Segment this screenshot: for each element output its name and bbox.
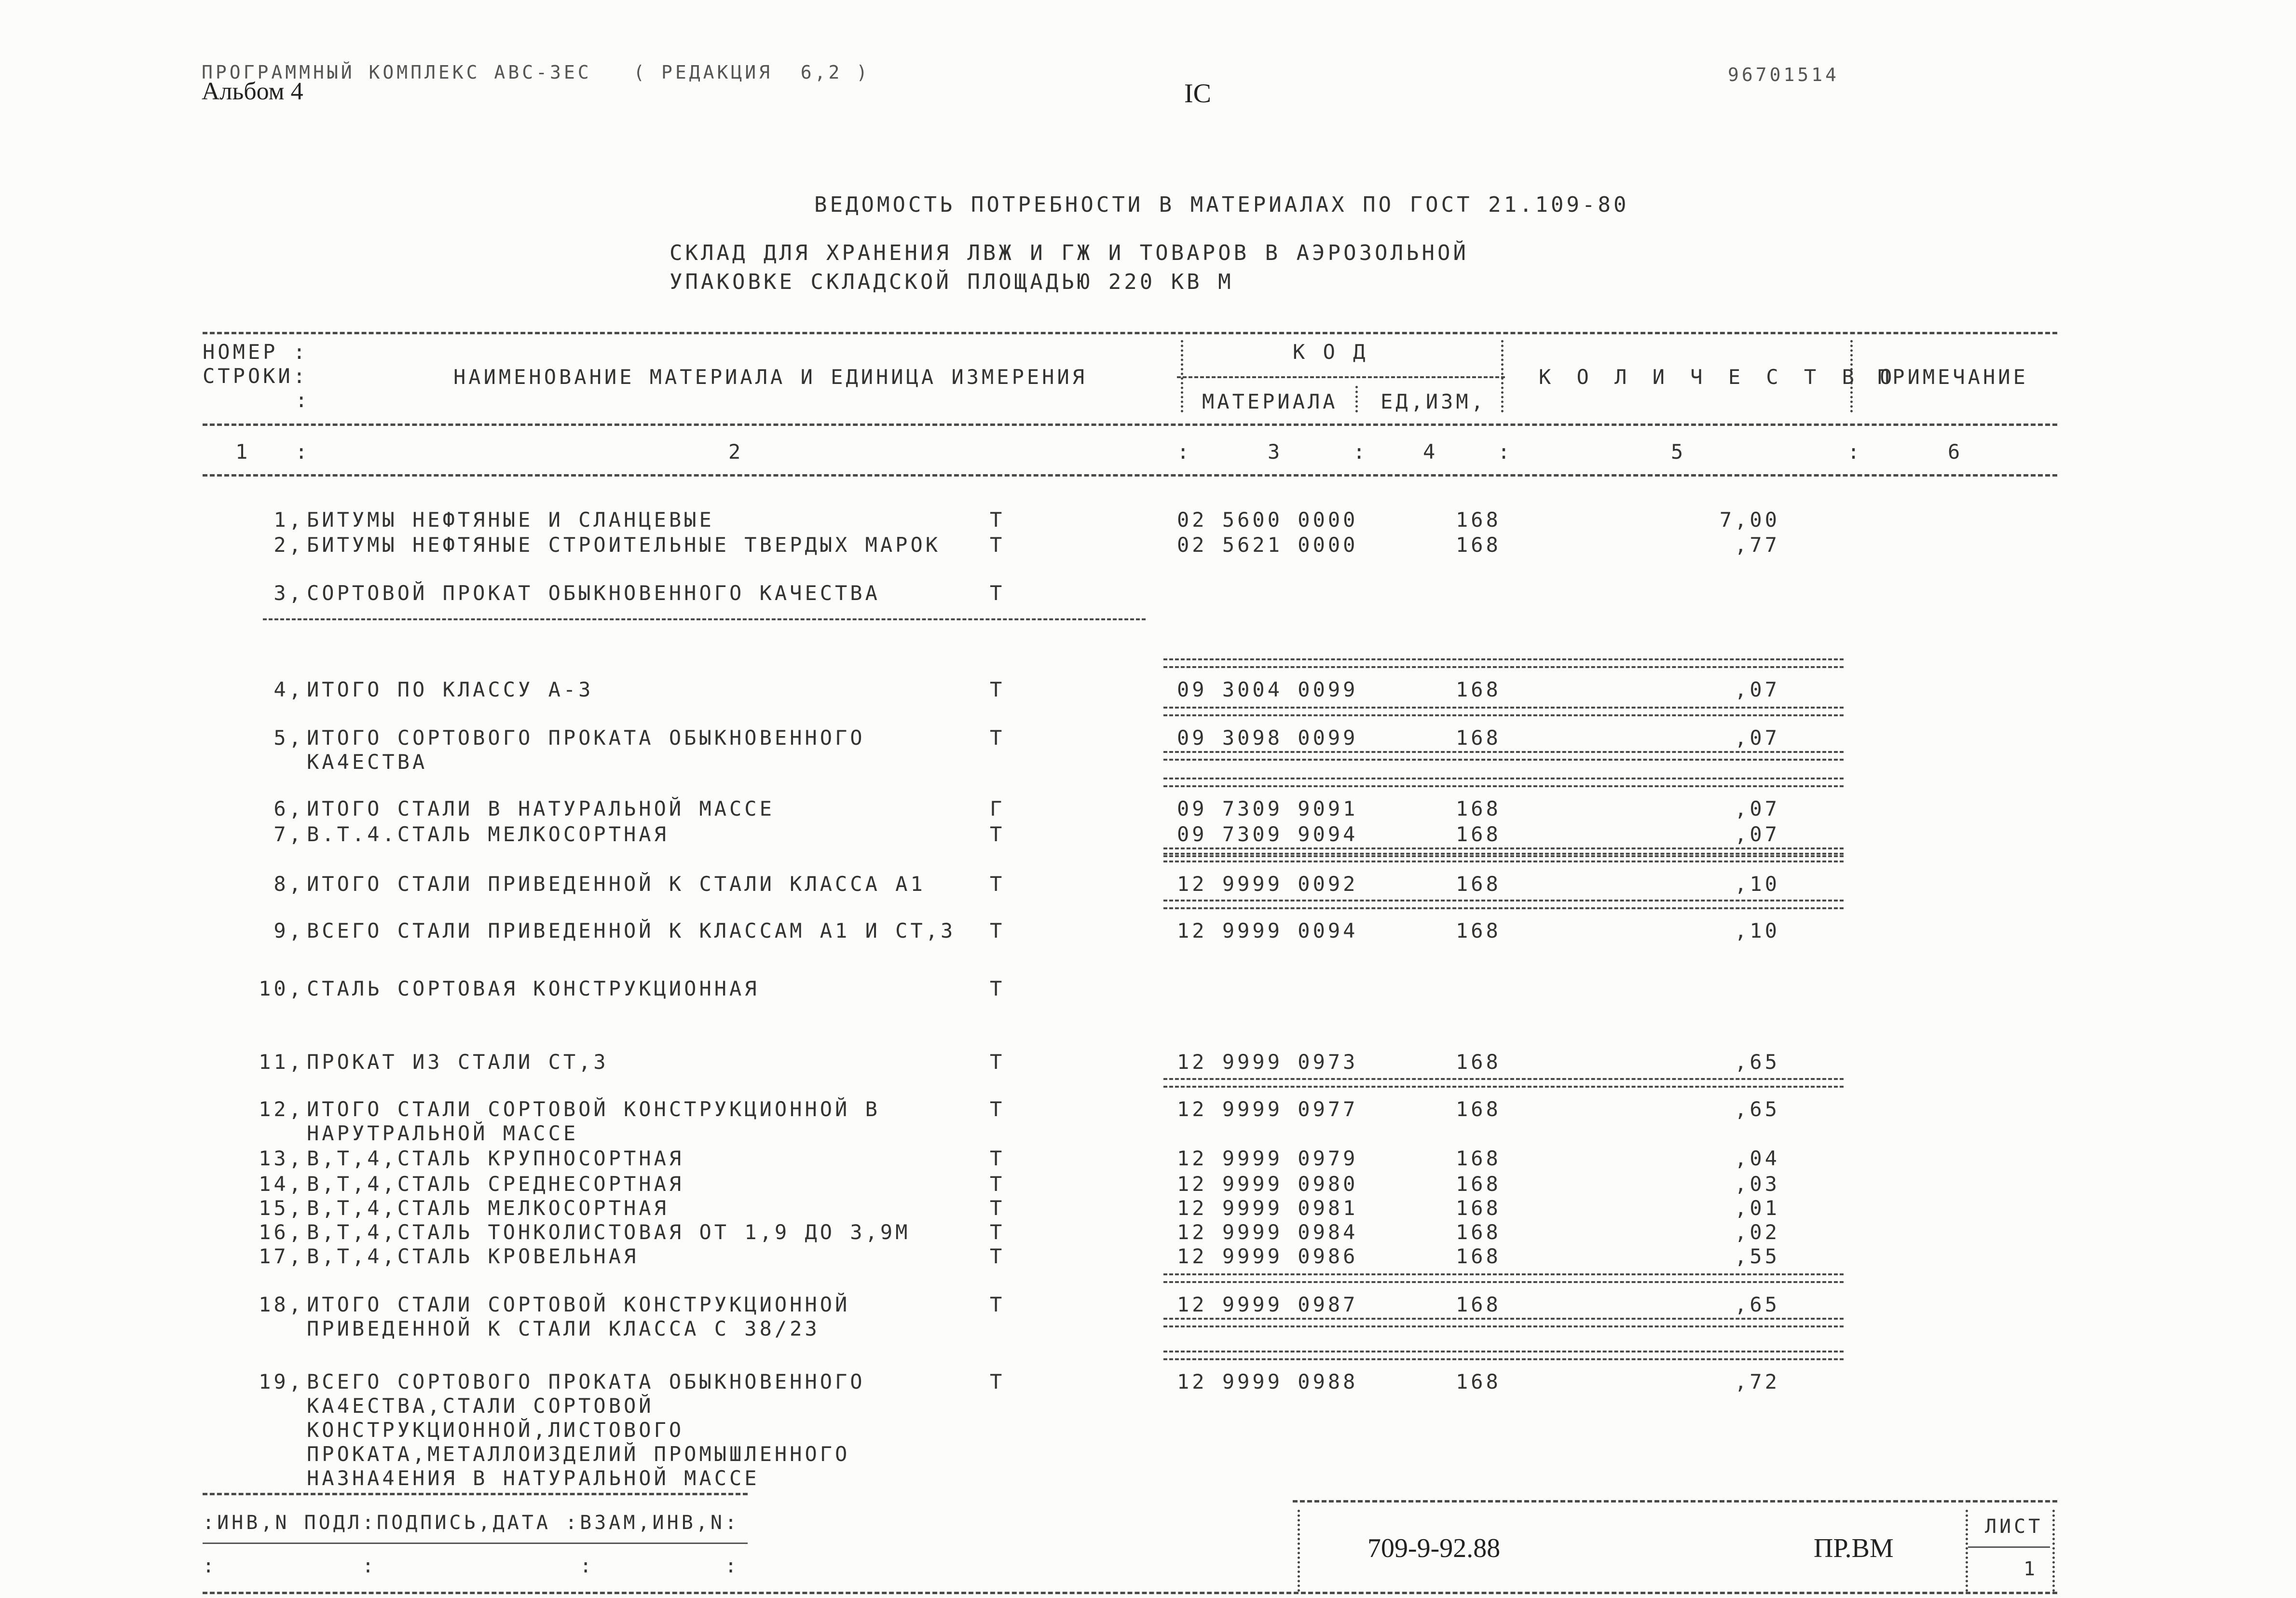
material-code: 02 5600 0000 bbox=[1177, 508, 1358, 532]
material-name: ИТОГО СТАЛИ СОРТОВОЙ КОНСТРУКЦИОННОЙ В bbox=[307, 1097, 880, 1121]
total-separator bbox=[1163, 778, 1844, 787]
column-number: 2 bbox=[728, 440, 744, 464]
total-separator bbox=[1163, 1078, 1844, 1088]
material-code: 09 7309 9091 bbox=[1177, 797, 1358, 820]
header-separator bbox=[1501, 340, 1503, 412]
quantity-value: ,07 bbox=[1735, 822, 1780, 846]
unit-of-measure: Т bbox=[990, 1370, 1005, 1393]
page-number: IС bbox=[1184, 79, 1211, 109]
material-code: 09 7309 9094 bbox=[1177, 822, 1358, 846]
column-number: 1 bbox=[235, 440, 251, 464]
row-number: 8, bbox=[273, 872, 304, 896]
row-number: 3, bbox=[273, 581, 304, 605]
unit-of-measure: Г bbox=[990, 797, 1005, 820]
column-number: 5 bbox=[1671, 440, 1686, 464]
section-code: ПР.ВМ bbox=[1814, 1533, 1894, 1563]
unit-of-measure: Т bbox=[990, 822, 1005, 846]
material-code: 12 9999 0981 bbox=[1177, 1196, 1358, 1220]
row-number: 17, bbox=[259, 1244, 304, 1268]
row-number: 4, bbox=[273, 678, 304, 701]
column-number: 6 bbox=[1948, 440, 1963, 464]
material-name: БИТУМЫ НЕФТЯНЫЕ И СЛАНЦЕВЫЕ bbox=[307, 508, 714, 532]
total-separator bbox=[1163, 1318, 1844, 1327]
column-separator: : bbox=[1847, 440, 1863, 464]
unit-code: 168 bbox=[1456, 1172, 1501, 1196]
row-number: 15, bbox=[259, 1196, 304, 1220]
stamp-labels: :ИНВ,N ПОДЛ:ПОДПИСЬ,ДАТА :ВЗАМ,ИНВ,N: bbox=[203, 1512, 740, 1534]
material-name: ВСЕГО СТАЛИ ПРИВЕДЕННОЙ К КЛАССАМ А1 И СТ,3 bbox=[307, 919, 956, 942]
material-code: 12 9999 0988 bbox=[1177, 1370, 1358, 1393]
column-numbers-rule bbox=[203, 474, 2057, 477]
row-number: 18, bbox=[259, 1293, 304, 1316]
header-row-number-2: СТРОКИ: bbox=[203, 364, 309, 388]
unit-code: 168 bbox=[1456, 797, 1501, 820]
unit-of-measure: Т bbox=[990, 1050, 1005, 1074]
stamp-mid-rule bbox=[203, 1543, 748, 1544]
unit-of-measure: Т bbox=[990, 1244, 1005, 1268]
album-label: Альбом 4 bbox=[202, 78, 303, 105]
row-number: 7, bbox=[273, 822, 304, 846]
material-code: 12 9999 0980 bbox=[1177, 1172, 1358, 1196]
quantity-value: ,03 bbox=[1735, 1172, 1780, 1196]
total-separator bbox=[1163, 853, 1844, 862]
row-number: 6, bbox=[273, 797, 304, 820]
row-number: 16, bbox=[259, 1220, 304, 1244]
column-separator: : bbox=[1353, 440, 1368, 464]
quantity-value: ,07 bbox=[1735, 797, 1780, 820]
unit-of-measure: Т bbox=[990, 1293, 1005, 1316]
header-code-divider bbox=[1177, 376, 1505, 378]
quantity-value: ,55 bbox=[1735, 1244, 1780, 1268]
unit-of-measure: Т bbox=[990, 678, 1005, 701]
sheet-divider bbox=[1968, 1546, 2050, 1548]
header-row-number-3: : bbox=[295, 388, 311, 412]
sheet-number: 1 bbox=[2023, 1558, 2038, 1580]
material-name: СТАЛЬ СОРТОВАЯ КОНСТРУКЦИОННАЯ bbox=[307, 977, 760, 1000]
material-code: 09 3004 0099 bbox=[1177, 678, 1358, 701]
unit-of-measure: Т bbox=[990, 919, 1005, 942]
unit-of-measure: Т bbox=[990, 1147, 1005, 1170]
material-name: СОРТОВОЙ ПРОКАТ ОБЫКНОВЕННОГО КАЧЕСТВА bbox=[307, 581, 880, 605]
material-code: 12 9999 0979 bbox=[1177, 1147, 1358, 1170]
material-name: ИТОГО СОРТОВОГО ПРОКАТА ОБЫКНОВЕННОГО bbox=[307, 726, 865, 750]
row-number: 12, bbox=[259, 1097, 304, 1121]
quantity-value: ,72 bbox=[1735, 1370, 1780, 1393]
unit-of-measure: Т bbox=[990, 1196, 1005, 1220]
material-code: 02 5621 0000 bbox=[1177, 533, 1358, 557]
unit-code: 168 bbox=[1456, 1370, 1501, 1393]
material-name: ПРОКАТА,МЕТАЛЛОИЗДЕЛИЙ ПРОМЫШЛЕННОГО bbox=[307, 1442, 850, 1466]
unit-code: 168 bbox=[1456, 822, 1501, 846]
unit-code: 168 bbox=[1456, 726, 1501, 750]
unit-of-measure: Т bbox=[990, 1172, 1005, 1196]
header-separator bbox=[1850, 340, 1853, 412]
column-separator: : bbox=[1498, 440, 1513, 464]
quantity-value: ,77 bbox=[1735, 533, 1780, 557]
material-code: 09 3098 0099 bbox=[1177, 726, 1358, 750]
row-number: 19, bbox=[259, 1370, 304, 1393]
total-separator bbox=[1163, 751, 1844, 761]
material-name: В,Т,4,СТАЛЬ СРЕДНЕСОРТНАЯ bbox=[307, 1172, 684, 1196]
quantity-value: ,65 bbox=[1735, 1097, 1780, 1121]
title-block-left-border bbox=[1298, 1510, 1300, 1592]
total-separator bbox=[1163, 658, 1844, 668]
document-subtitle-line-2: УПАКОВКЕ СКЛАДСКОЙ ПЛОЩАДЬЮ 220 КВ М bbox=[670, 270, 1234, 294]
material-name: ПРОКАТ ИЗ СТАЛИ СТ,3 bbox=[307, 1050, 609, 1074]
material-name: В.Т.4.СТАЛЬ МЕЛКОСОРТНАЯ bbox=[307, 822, 669, 846]
quantity-value: ,04 bbox=[1735, 1147, 1780, 1170]
material-name: КА4ЕСТВА,СТАЛИ СОРТОВОЙ bbox=[307, 1394, 654, 1418]
row-number: 2, bbox=[273, 533, 304, 557]
quantity-value: ,65 bbox=[1735, 1293, 1780, 1316]
material-code: 12 9999 0987 bbox=[1177, 1293, 1358, 1316]
row-number: 10, bbox=[259, 977, 304, 1000]
header-bottom-rule bbox=[203, 423, 2057, 426]
table-top-rule bbox=[203, 332, 2057, 334]
quantity-value: ,10 bbox=[1735, 872, 1780, 896]
column-separator: : bbox=[295, 440, 311, 464]
material-code: 12 9999 0984 bbox=[1177, 1220, 1358, 1244]
sheet-border-right bbox=[2052, 1510, 2055, 1592]
material-name: НАЗНА4ЕНИЯ В НАТУРАЛЬНОЙ МАССЕ bbox=[307, 1466, 760, 1490]
quantity-value: ,10 bbox=[1735, 919, 1780, 942]
unit-of-measure: Т bbox=[990, 1097, 1005, 1121]
material-code: 12 9999 0092 bbox=[1177, 872, 1358, 896]
quantity-value: ,01 bbox=[1735, 1196, 1780, 1220]
material-name: ИТОГО СТАЛИ ПРИВЕДЕННОЙ К СТАЛИ КЛАССА А1 bbox=[307, 872, 926, 896]
unit-code: 168 bbox=[1456, 919, 1501, 942]
material-name: В,Т,4,СТАЛЬ КРУПНОСОРТНАЯ bbox=[307, 1147, 684, 1170]
material-name: КА4ЕСТВА bbox=[307, 750, 428, 774]
header-code: К О Д bbox=[1293, 340, 1368, 364]
unit-of-measure: Т bbox=[990, 1220, 1005, 1244]
group-heading-underline bbox=[263, 618, 1146, 620]
material-code: 12 9999 0986 bbox=[1177, 1244, 1358, 1268]
unit-code: 168 bbox=[1456, 1097, 1501, 1121]
total-separator bbox=[1163, 1273, 1844, 1283]
row-number: 14, bbox=[259, 1172, 304, 1196]
header-quantity: К О Л И Ч Е С Т В О bbox=[1539, 365, 1899, 389]
row-number: 11, bbox=[259, 1050, 304, 1074]
material-code: 12 9999 0094 bbox=[1177, 919, 1358, 942]
header-separator bbox=[1181, 340, 1183, 412]
row-number: 13, bbox=[259, 1147, 304, 1170]
unit-code: 168 bbox=[1456, 1196, 1501, 1220]
document-number: 96701514 bbox=[1728, 64, 1840, 85]
unit-code: 168 bbox=[1456, 1220, 1501, 1244]
unit-of-measure: Т bbox=[990, 977, 1005, 1000]
unit-code: 168 bbox=[1456, 508, 1501, 532]
material-name: ИТОГО ПО КЛАССУ А-3 bbox=[307, 678, 594, 701]
material-name: БИТУМЫ НЕФТЯНЫЕ СТРОИТЕЛЬНЫЕ ТВЕРДЫХ МАРОК bbox=[307, 533, 941, 557]
row-number: 5, bbox=[273, 726, 304, 750]
quantity-value: 7,00 bbox=[1719, 508, 1780, 532]
material-name: В,Т,4,СТАЛЬ ТОНКОЛИСТОВАЯ ОТ 1,9 ДО 3,9М bbox=[307, 1220, 911, 1244]
stamp-blank-cells: : : : : bbox=[203, 1555, 740, 1577]
material-code: 12 9999 0977 bbox=[1177, 1097, 1358, 1121]
column-separator: : bbox=[1177, 440, 1192, 464]
document-subtitle-line-1: СКЛАД ДЛЯ ХРАНЕНИЯ ЛВЖ И ГЖ И ТОВАРОВ В АЭРОЗОЛЬНОЙ bbox=[670, 241, 1469, 265]
unit-code: 168 bbox=[1456, 1147, 1501, 1170]
program-header: ПРОГРАММНЫЙ КОМПЛЕКС АВС-3ЕС ( РЕДАКЦИЯ 6,2 ) bbox=[202, 62, 871, 83]
material-name: ИТОГО СТАЛИ СОРТОВОЙ КОНСТРУКЦИОННОЙ bbox=[307, 1293, 850, 1316]
total-separator bbox=[1163, 1351, 1844, 1360]
material-name: В,Т,4,СТАЛЬ КРОВЕЛЬНАЯ bbox=[307, 1244, 639, 1268]
header-code-unit: ЕД,ИЗМ, bbox=[1380, 390, 1487, 413]
material-name: НАРУТРАЛЬНОЙ МАССЕ bbox=[307, 1121, 579, 1145]
header-row-number-1: НОМЕР : bbox=[203, 340, 309, 364]
header-note: ПРИМЕЧАНИЕ bbox=[1877, 365, 2028, 389]
stamp-top-rule bbox=[203, 1493, 748, 1495]
header-material-name: НАИМЕНОВАНИЕ МАТЕРИАЛА И ЕДИНИЦА ИЗМЕРЕНИЯ bbox=[453, 365, 1088, 389]
material-name: ПРИВЕДЕННОЙ К СТАЛИ КЛАССА С 38/23 bbox=[307, 1317, 820, 1340]
document-title: ВЕДОМОСТЬ ПОТРЕБНОСТИ В МАТЕРИАЛАХ ПО ГОСТ 21.109-80 bbox=[814, 192, 1629, 217]
stamp-bottom-rule bbox=[203, 1592, 2057, 1594]
row-number: 9, bbox=[273, 919, 304, 942]
quantity-value: ,02 bbox=[1735, 1220, 1780, 1244]
title-block-top-rule bbox=[1293, 1500, 2057, 1502]
unit-of-measure: Т bbox=[990, 581, 1005, 605]
drawing-code: 709-9-92.88 bbox=[1367, 1533, 1501, 1563]
quantity-value: ,07 bbox=[1735, 678, 1780, 701]
column-number: 3 bbox=[1268, 440, 1283, 464]
total-separator bbox=[1163, 707, 1844, 716]
unit-code: 168 bbox=[1456, 1244, 1501, 1268]
unit-code: 168 bbox=[1456, 678, 1501, 701]
row-number: 1, bbox=[273, 508, 304, 532]
header-code-material: МАТЕРИАЛА bbox=[1202, 390, 1338, 413]
material-name: КОНСТРУКЦИОННОЙ,ЛИСТОВОГО bbox=[307, 1418, 684, 1442]
material-name: ВСЕГО СОРТОВОГО ПРОКАТА ОБЫКНОВЕННОГО bbox=[307, 1370, 865, 1393]
sheet-label: ЛИСТ bbox=[1985, 1516, 2043, 1538]
material-code: 12 9999 0973 bbox=[1177, 1050, 1358, 1074]
unit-of-measure: Т bbox=[990, 533, 1005, 557]
unit-code: 168 bbox=[1456, 1050, 1501, 1074]
unit-of-measure: Т bbox=[990, 872, 1005, 896]
unit-of-measure: Т bbox=[990, 726, 1005, 750]
column-number: 4 bbox=[1423, 440, 1438, 464]
unit-code: 168 bbox=[1456, 533, 1501, 557]
total-separator bbox=[1163, 900, 1844, 909]
material-name: В,Т,4,СТАЛЬ МЕЛКОСОРТНАЯ bbox=[307, 1196, 669, 1220]
material-name: ИТОГО СТАЛИ В НАТУРАЛЬНОЙ МАССЕ bbox=[307, 797, 775, 820]
header-separator bbox=[1355, 386, 1358, 412]
unit-of-measure: Т bbox=[990, 508, 1005, 532]
unit-code: 168 bbox=[1456, 872, 1501, 896]
sheet-border-left bbox=[1966, 1510, 1968, 1592]
quantity-value: ,07 bbox=[1735, 726, 1780, 750]
unit-code: 168 bbox=[1456, 1293, 1501, 1316]
quantity-value: ,65 bbox=[1735, 1050, 1780, 1074]
